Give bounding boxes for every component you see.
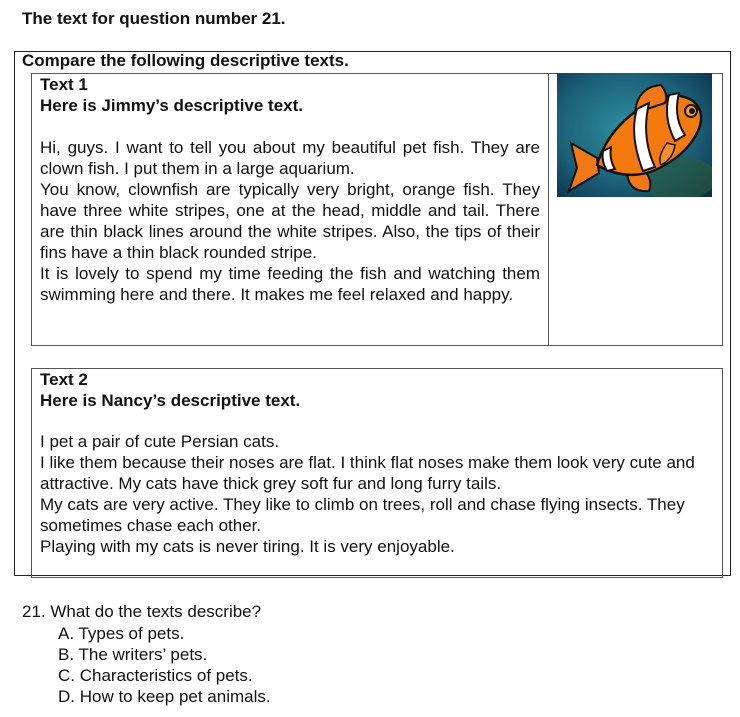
text2-paragraph: I like them because their noses are flat. I think flat noses make them look very cute and attractive. My cats have thick grey soft fur and long furry tails. xyxy=(40,453,695,493)
text1-body xyxy=(40,137,540,305)
option-d[interactable]: D. How to keep pet animals. xyxy=(58,687,271,706)
clownfish-photo xyxy=(557,73,712,197)
text2-paragraph: My cats are very active. They like to climb on trees, roll and chase flying insects. They sometimes chase each other. xyxy=(40,495,685,535)
text2-paragraph: Playing with my cats is never tiring. It is very enjoyable. xyxy=(40,537,455,556)
page-heading: The text for question number 21. xyxy=(22,9,286,28)
question-text: 21. What do the texts describe? xyxy=(22,602,262,621)
text2-body xyxy=(40,431,716,557)
option-c[interactable]: C. Characteristics of pets. xyxy=(58,666,253,685)
text1-paragraph: Hi, guys. I want to tell you about my beautiful pet fish. They are clown fish. I put them in a large aquarium. xyxy=(40,138,540,178)
text1-divider xyxy=(548,73,549,346)
section-title: Compare the following descriptive texts. xyxy=(22,51,349,70)
text1-label: Text 1 xyxy=(40,75,88,94)
option-a[interactable]: A. Types of pets. xyxy=(58,624,185,643)
text2-subtitle: Here is Nancy’s descriptive text. xyxy=(40,391,301,410)
text2-paragraph: I pet a pair of cute Persian cats. xyxy=(40,432,280,451)
text2-label: Text 2 xyxy=(40,370,88,389)
text1-paragraph: You know, clownfish are typically very bright, orange fish. They have three white stripes, one at the head, middle and tail. There are thin black lines around the white stripes. Also, the tips of their fins have a thin black rounded stripe. xyxy=(40,180,540,262)
text1-paragraph: It is lovely to spend my time feeding the fish and watching them swimming here and there. It makes me feel relaxed and happy. xyxy=(40,264,540,304)
option-b[interactable]: B. The writers’ pets. xyxy=(58,645,208,664)
text1-subtitle: Here is Jimmy’s descriptive text. xyxy=(40,96,304,115)
